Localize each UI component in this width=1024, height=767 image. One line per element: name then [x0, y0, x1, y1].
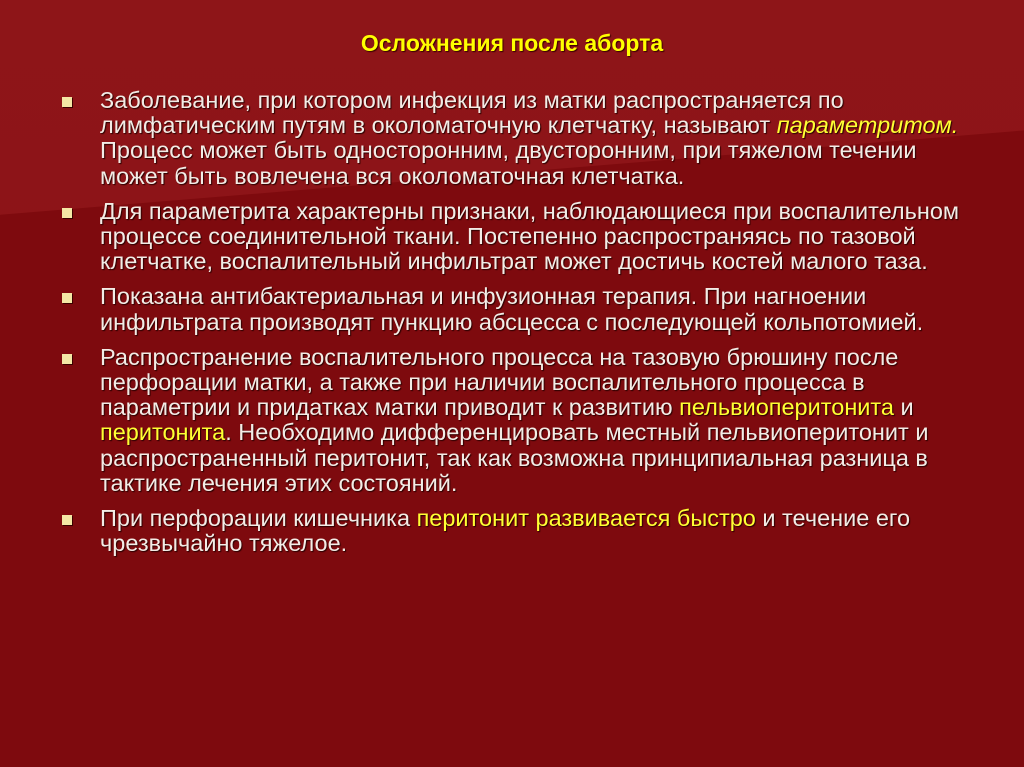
- highlighted-term: перитонита: [100, 419, 226, 446]
- text-segment: и: [894, 394, 914, 421]
- bullet-list: [60, 88, 970, 566]
- highlighted-term: перитонит развивается быстро: [416, 505, 756, 532]
- text-segment: Распространение воспалительного процесса на тазовую брюшину после перфорации матки, а также при наличии воспалительного процесса в параметрии и придатках матки приводит к развитию: [100, 343, 899, 421]
- bullet-item-intestinal-perforation: [60, 506, 970, 556]
- text-segment: Процесс может быть односторонним, двусторонним, при тяжелом течении может быть вовлечена вся околоматочная клетчатка.: [100, 137, 917, 189]
- square-bullet-icon: [62, 354, 72, 364]
- bullet-item-peritonitis: [60, 345, 970, 496]
- bullet-item-signs: [60, 199, 970, 275]
- square-bullet-icon: [62, 293, 72, 303]
- text-segment: . Необходимо дифференцировать местный пельвиоперитонит и распространенный перитонит, так как возможна принципиальная разница в тактике лечения этих состояний.: [100, 419, 929, 496]
- text-segment: Показана антибактериальная и инфузионная терапия. При нагноении инфильтрата производят пункцию абсцесса с последующей кольпотомией.: [100, 283, 924, 335]
- square-bullet-icon: [62, 97, 72, 107]
- highlighted-term: параметритом.: [776, 112, 959, 139]
- text-segment: Заболевание, при котором инфекция из матки распространяется по лимфатическим путям в околоматочную клетчатку, называют: [100, 87, 844, 139]
- bullet-item-therapy: [60, 284, 970, 334]
- text-segment: При перфорации кишечника: [100, 505, 417, 532]
- text-segment: и течение его чрезвычайно тяжелое.: [100, 505, 911, 557]
- text-segment: Для параметрита характерны признаки, наблюдающиеся при воспалительном процессе соединительной ткани. Постепенно распространяясь по тазовой клетчатке, воспалительный инфильтрат может достичь костей малого таза.: [100, 197, 960, 275]
- square-bullet-icon: [62, 515, 72, 525]
- bullet-item-parametritis: [60, 88, 970, 189]
- square-bullet-icon: [62, 208, 72, 218]
- slide-title: Осложнения после аборта: [360, 30, 664, 56]
- highlighted-term: пельвиоперитонита: [679, 394, 894, 421]
